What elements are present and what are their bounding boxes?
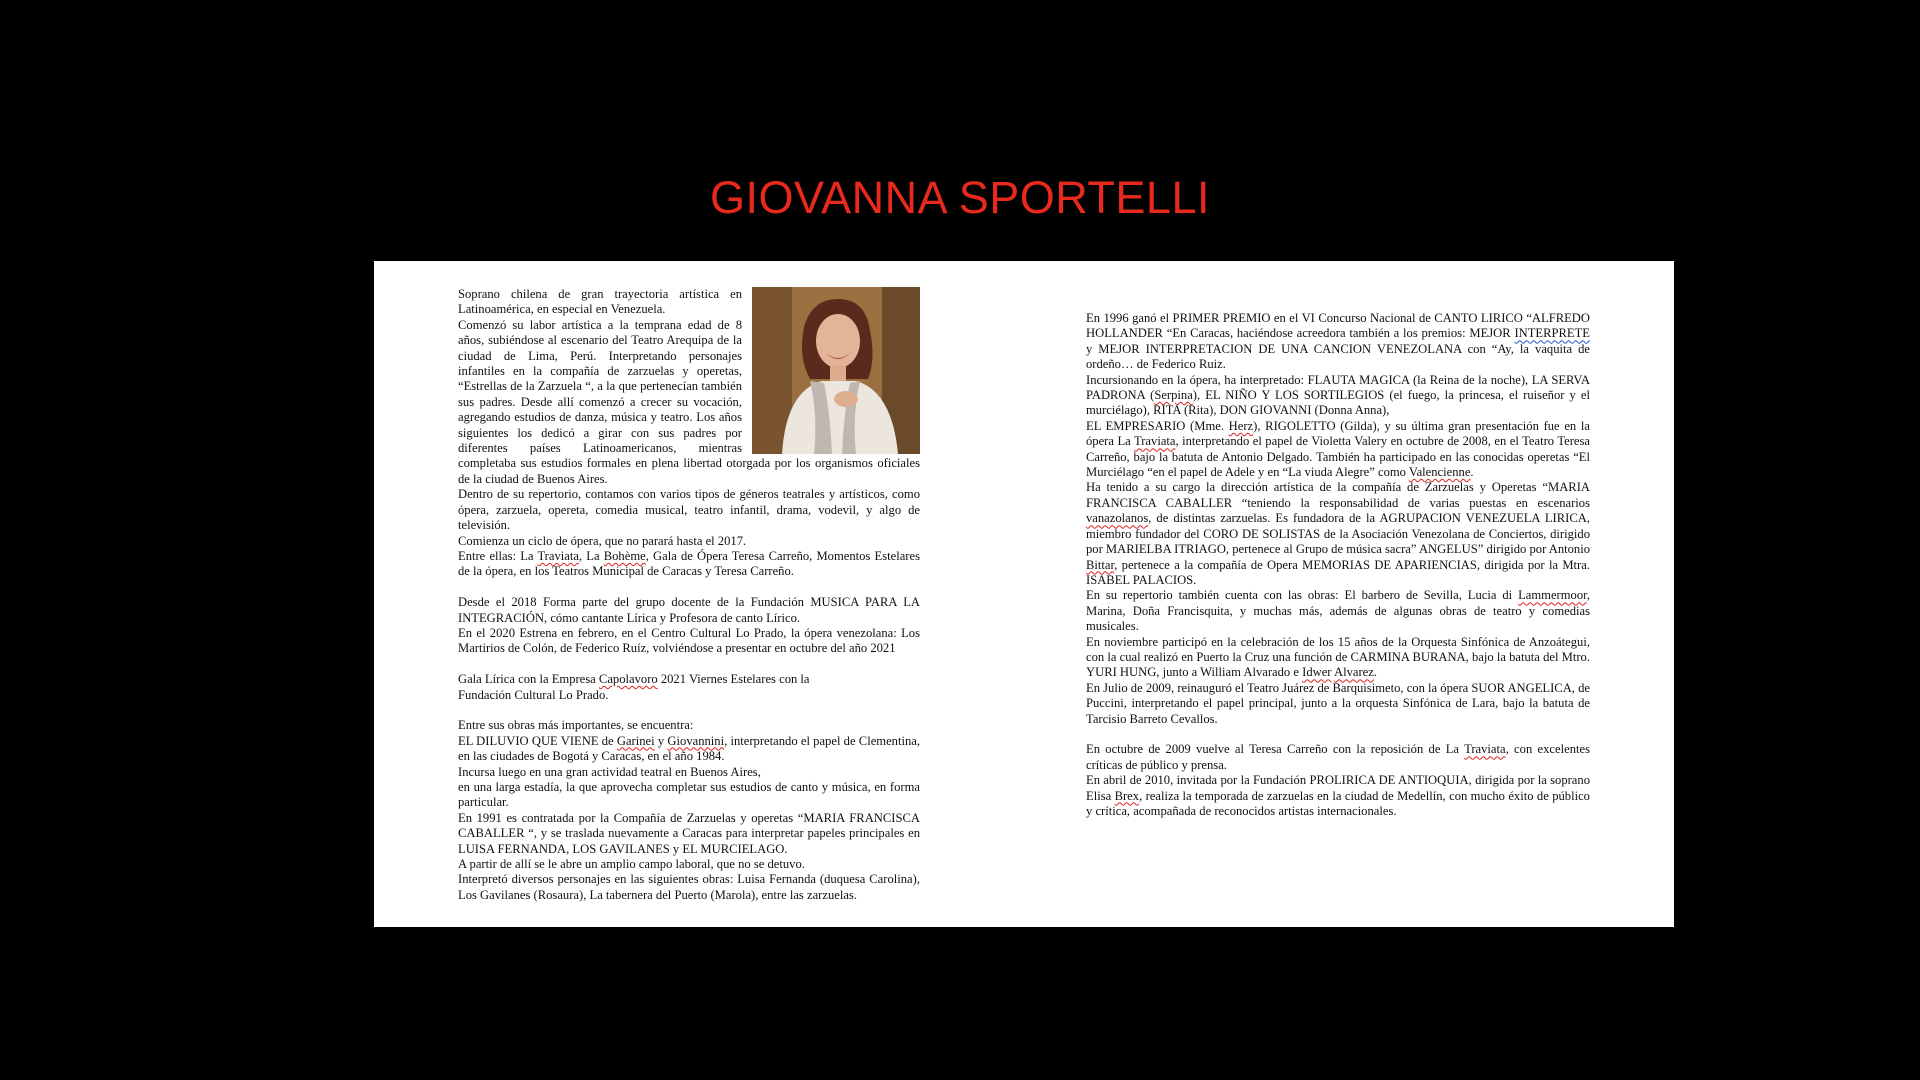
bio-paragraph: En octubre de 2009 vuelve al Teresa Carreño con la reposición de La Traviata, con excelentes críticas de público y prensa. <box>1086 742 1590 772</box>
bio-paragraph: A partir de allí se le abre un amplio campo laboral, que no se detuvo. <box>458 856 805 871</box>
bio-paragraph: En noviembre participó en la celebración de los 15 años de la Orquesta Sinfónica de Anzoátegui, con la cual realizó en Puerto la Cruz una función de CARMINA BURANA, bajo la batuta del Mtro. YURI HUNG, junto a William Alvarado e Idwer Alvarez. <box>1086 634 1590 680</box>
bio-paragraph: Soprano chilena de gran trayectoria artística en Latinoamérica, en especial en Venezuela. <box>458 287 742 317</box>
bio-paragraph: Desde el 2018 Forma parte del grupo docente de la Fundación MUSICA PARA LA INTEGRACIÓN, cómo cantante Lírica y Profesora de canto Lírico. <box>458 595 920 625</box>
bio-paragraph: Gala Lírica con la Empresa Capolavoro 2021 Viernes Estelares con la <box>458 672 810 687</box>
biography-right-column <box>1086 311 1590 819</box>
bio-paragraph: Interpretó diversos personajes en las siguientes obras: Luisa Fernanda (duquesa Carolina), Los Gavilanes (Rosaura), La tabernera del Puerto (Marola), entre las zarzuelas. <box>458 872 920 902</box>
bio-paragraph: En Julio de 2009, reinauguró el Teatro Juárez de Barquisimeto, con la ópera SUOR ANGELICA, de Puccini, interpretando el papel principal, junto a la orquesta Sinfónica de Lara, bajo la batuta de Tarcisio Barreto Cevallos. <box>1086 680 1590 726</box>
biography-left-column <box>458 287 920 903</box>
bio-paragraph: Dentro de su repertorio, contamos con varios tipos de géneros teatrales y artísticos, como ópera, zarzuela, opereta, comedia musical, teatro infantil, drama, vodevil, y algo de televisión. <box>458 487 920 533</box>
blank-line <box>1086 727 1590 742</box>
bio-paragraph: Ha tenido a su cargo la dirección artística de la compañía de Zarzuelas y Operetas “MARIA FRANCISCA CABALLER “teniendo la responsabilidad de varias puestas en escenarios vanazolanos, de distintas zarzuelas. Es fundadora de la AGRUPACION VENEZUELA LIRICA, miembro fundador del CORO DE SOLISTAS de la Asociación Venezolana de Conciertos, dirigido por MARIELBA ITRIAGO, pertenece al Grupo de música sacra” ANGELUS” dirigido por Antonio Bittar, pertenece a la compañía de Opera MEMORIAS DE APARIENCIAS, dirigida por la Mtra. ISABEL PALACIOS. <box>1086 480 1590 587</box>
document-page <box>374 261 1674 927</box>
bio-paragraph: en una larga estadía, la que aprovecha completar sus estudios de canto y música, en forma particular. <box>458 779 920 810</box>
bio-paragraph: EL EMPRESARIO (Mme. Herz), RIGOLETTO (Gilda), y su última gran presentación fue en la ópera La Traviata, interpretando el papel de Violetta Valery en octubre de 2008, en el Teatro Teresa Carreño, bajo la batuta de Antonio Delgado. También ha participado en las conocidas operetas “El Murciélago “en el papel de Adele y en “La viuda Alegre” como Valencienne. <box>1086 418 1590 480</box>
bio-paragraph: Fundación Cultural Lo Prado. <box>458 687 609 702</box>
bio-paragraph: Comenzó su labor artística a la temprana edad de 8 años, subiéndose al escenario del Teatro Arequipa de la ciudad de Lima, Perú. Interpretando personajes infantiles en la compañía de zarzuelas y operetas, “Estrellas de la Zarzuela “, a la que pertenecían también sus padres. Desde allí comenzó a crecer su vocación, agregando estudios de danza, música y teatro. Los años siguientes los dedicó a girar con sus padres por diferentes países Latinoamericanos, mientras completaba sus estudios formales en plena libertad otorgada por los organismos oficiales de la ciudad de Buenos Aires. <box>458 317 920 486</box>
bio-paragraph: En 1991 es contratada por la Compañía de Zarzuelas y operetas “MARIA FRANCISCA CABALLER “, y se traslada nuevamente a Caracas para interpretar papeles principales en LUISA FERNANDA, LOS GAVILANES y EL MURCIELAGO. <box>458 810 920 856</box>
bio-paragraph: Incursionando en la ópera, ha interpretado: FLAUTA MAGICA (la Reina de la noche), LA SERVA PADRONA (Serpina), EL NIÑO Y LOS SORTILEGIOS (el fuego, la princesa, el ruiseñor y el murciélago), RITA (Rita), DON GIOVANNI (Donna Anna), <box>1086 372 1591 418</box>
bio-paragraph: En el 2020 Estrena en febrero, en el Centro Cultural Lo Prado, la ópera venezolana: Los Martirios de Colón, de Federico Ruíz, volviéndose a presentar en octubre del año 2021 <box>458 625 920 656</box>
bio-paragraph: Comienza un ciclo de ópera, que no parará hasta el 2017. <box>458 533 747 548</box>
blank-line <box>458 580 920 595</box>
portrait-icon <box>752 287 920 454</box>
portrait-photo <box>752 287 920 454</box>
bio-paragraph: Incursa luego en una gran actividad teatral en Buenos Aires, <box>458 764 761 779</box>
blank-line <box>458 657 920 672</box>
blank-line <box>458 703 920 718</box>
bio-paragraph: Entre sus obras más importantes, se encuentra: <box>458 718 694 733</box>
bio-paragraph: En su repertorio también cuenta con las obras: El barbero de Sevilla, Lucia di Lammermoor, Marina, Doña Francisquita, y muchas más, además de algunas obras de teatro y comedias musicales. <box>1086 588 1590 634</box>
bio-paragraph: En abril de 2010, invitada por la Fundación PROLIRICA DE ANTIOQUIA, dirigida por la soprano Elisa Brex, realiza la temporada de zarzuelas en la ciudad de Medellín, con mucho éxito de público y crítica, acompañada de reconocidos artistas internacionales. <box>1086 773 1590 818</box>
bio-paragraph: Entre ellas: La Traviata, La Bohème, Gala de Ópera Teresa Carreño, Momentos Estelares de la ópera, en los Teatros Municipal de Caracas y Teresa Carreño. <box>458 548 920 579</box>
bio-paragraph: EL DILUVIO QUE VIENE de Garinei y Giovannini, interpretando el papel de Clementina, en las ciudades de Bogotá y Caracas, en el año 1984. <box>458 733 921 764</box>
bio-paragraph: En 1996 ganó el PRIMER PREMIO en el VI Concurso Nacional de CANTO LIRICO “ALFREDO HOLLANDER “En Caracas, haciéndose acreedora también a los premios: MEJOR INTERPRETE y MEJOR INTERPRETACION DE UNA CANCION VENEZOLANA con “Ay, la vaquita de ordeño… de Federico Ruiz. <box>1086 311 1590 372</box>
slide-title: GIOVANNA SPORTELLI <box>709 172 1210 223</box>
